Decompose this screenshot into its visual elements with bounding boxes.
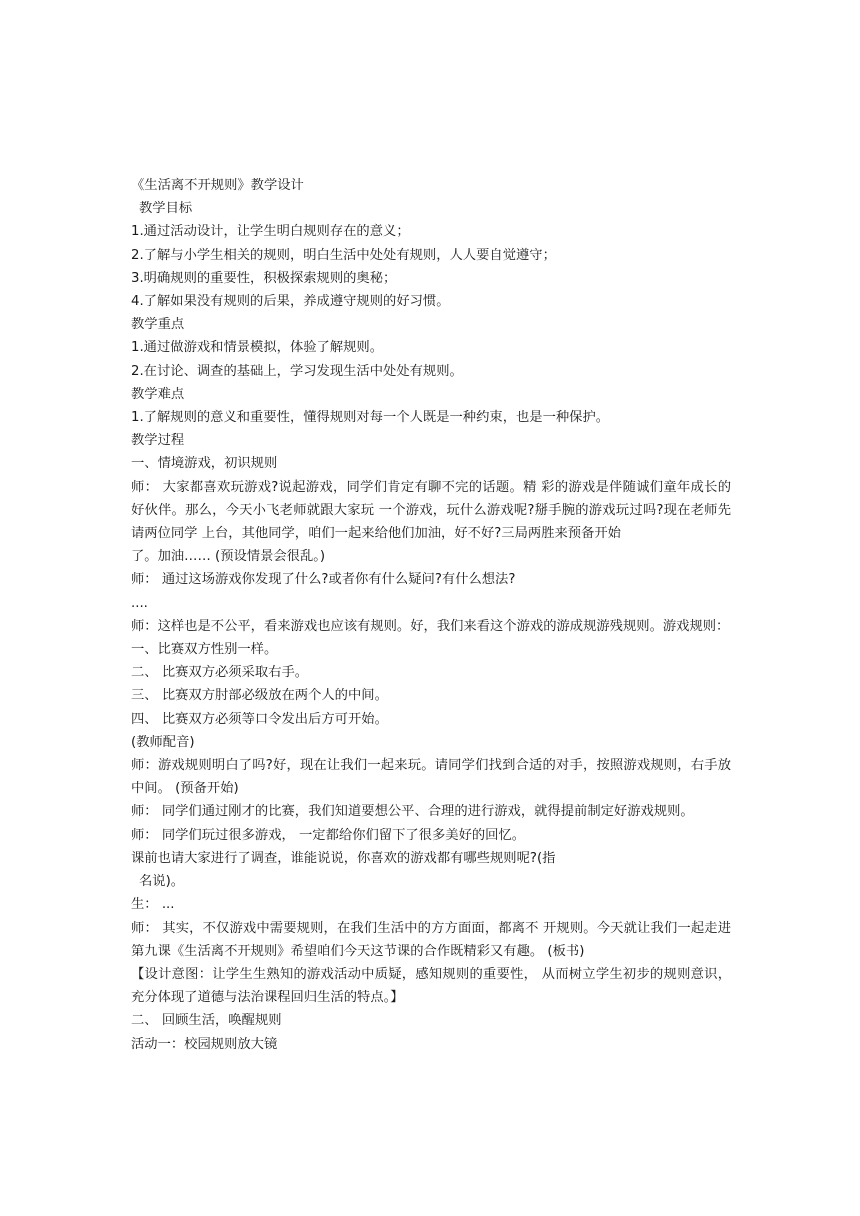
text-line: 名说)。 — [139, 874, 185, 890]
text-line: (教师配音) — [131, 734, 195, 750]
text-line: 2.在讨论、调查的基础上，学习发现生活中处处有规则。 — [131, 363, 463, 379]
text-line: 4.了解如果没有规则的后果，养成遵守规则的好习惯。 — [131, 294, 450, 310]
section-heading: 教学难点 — [131, 386, 185, 402]
text-line: 1.通过活动设计，让学生明白规则存在的意义； — [131, 224, 410, 240]
text-line: 2.了解与小学生相关的规则，明白生活中处处有规则，人人要自觉遵守； — [131, 247, 556, 263]
text-line: 四、 比赛双方必须等口令发出后方可开始。 — [131, 711, 388, 727]
text-line: 生： ... — [131, 897, 175, 913]
text-line: 活动一：校园规则放大镜 — [131, 1036, 278, 1052]
paragraph: 师：这样也是不公平，看来游戏也应该有规则。好，我们来看这个游戏的游成规游残规则。游戏规则： — [131, 618, 730, 634]
paragraph: 【设计意图：让学生生熟知的游戏活动中质疑，感知规则的重要性， 从而树立学生初步的规则意识，充分体现了道德与法治课程回归生活的特点。】 — [131, 966, 731, 1006]
document-body — [131, 197, 731, 1056]
text-line: 3.明确规则的重要性，积极探索规则的奥秘； — [131, 270, 397, 286]
text-line: 师： 同学们玩过很多游戏， 一定都给你们留下了很多美好的回忆。 — [131, 827, 526, 843]
text-line: 二、 回顾生活，唤醒规则 — [131, 1013, 282, 1029]
paragraph: 师： 其实，不仅游戏中需要规则，在我们生活中的方方面面，都离不 开规则。今天就让我们一起走进第九课《生活离不开规则》希望咱们今天这节课的合作既精彩又有趣。 (板书) — [131, 920, 731, 959]
text-line: 一、比赛双方性别一样。 — [131, 642, 278, 658]
paragraph: 师： 大家都喜欢玩游戏?说起游戏，同学们肯定有聊不完的话题。精 彩的游戏是伴随诚们童年成长的好伙伴。那么，今天小飞老师就跟大家玩 一个游戏，玩什么游戏呢?掰手腕的游戏玩过吗?现在老师先请两位同学 上台，其他同学，咱们一起来给他们加油，好不好?三局两胜来预备开始 — [131, 479, 731, 542]
text-line: 二、 比赛双方必须采取右手。 — [131, 665, 309, 681]
document-title: 《生活离不开规则》教学设计 — [131, 178, 304, 193]
section-heading: 教学重点 — [131, 317, 185, 333]
text-line: 师： 通过这场游戏你发现了什么?或者你有什么疑问?有什么想法? — [131, 572, 516, 588]
text-line: 了。加油…… (预设情景会很乱。) — [131, 549, 326, 565]
text-line: 三、 比赛双方肘部必级放在两个人的中间。 — [131, 688, 388, 704]
section-heading: 教学目标 — [139, 201, 193, 217]
text-line: 1.了解规则的意义和重要性，懂得规则对每一个人既是一种约束，也是一种保护。 — [131, 410, 610, 426]
text-line: .... — [131, 595, 148, 611]
text-line: 课前也请大家进行了调查，谁能说说，你喜欢的游戏都有哪些规则呢?(指 — [131, 850, 556, 866]
text-line: 1.通过做游戏和情景模拟，体验了解规则。 — [131, 340, 384, 356]
paragraph: 师：游戏规则明白了吗?好，现在让我们一起来玩。请同学们找到合适的对手，按照游戏规则，右手放中间。 (预备开始) — [131, 758, 731, 797]
section-heading: 教学过程 — [131, 433, 185, 449]
document-page — [131, 174, 731, 1056]
paragraph: 师： 同学们通过刚才的比赛，我们知道要想公平、合理的进行游戏，就得提前制定好游戏规则。 — [131, 804, 694, 820]
text-line: 一、情境游戏，初识规则 — [131, 456, 278, 472]
